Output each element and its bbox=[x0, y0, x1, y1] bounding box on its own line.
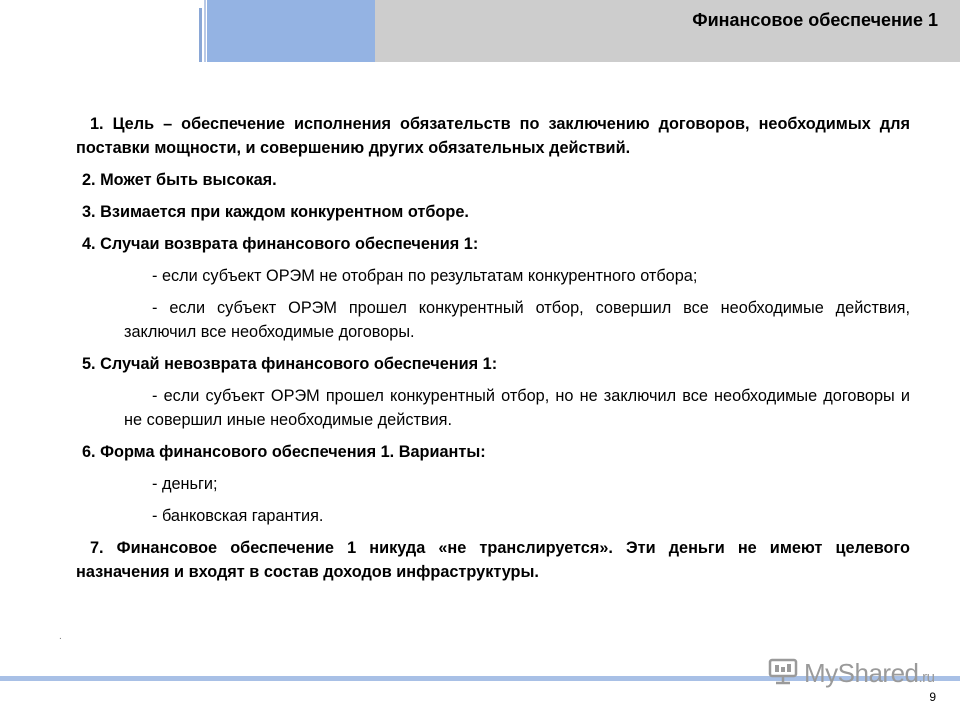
item-4-sub-2: - если субъект ОРЭМ прошел конкурентный отбор, совершил все необходимые действия, заключил все необходимые договоры. bbox=[124, 299, 910, 341]
slide-content bbox=[76, 112, 910, 584]
page-number: 9 bbox=[929, 690, 936, 704]
logo-text: MyShared.ru bbox=[804, 658, 935, 688]
header-accent-bar bbox=[199, 8, 202, 62]
item-5-sub-1: - если субъект ОРЭМ прошел конкурентный отбор, но не заключил все необходимые договоры и не совершил иные необходимые действия. bbox=[124, 387, 910, 429]
presentation-board-icon bbox=[768, 656, 798, 691]
item-6: 6. Форма финансового обеспечения 1. Варианты: bbox=[82, 443, 486, 461]
stray-dot: . bbox=[59, 631, 62, 642]
item-3: 3. Взимается при каждом конкурентном отборе. bbox=[82, 203, 469, 221]
item-6-sub-2: - банковская гарантия. bbox=[152, 507, 324, 525]
item-4: 4. Случаи возврата финансового обеспечения 1: bbox=[82, 235, 479, 253]
item-1: 1. Цель – обеспечение исполнения обязательств по заключению договоров, необходимых для поставки мощности, и совершению других обязательных действий. bbox=[76, 115, 910, 157]
item-2: 2. Может быть высокая. bbox=[82, 171, 277, 189]
slide-title: Финансовое обеспечение 1 bbox=[692, 10, 938, 30]
header-blue-block bbox=[207, 0, 375, 62]
item-4-sub-1: - если субъект ОРЭМ не отобран по результатам конкурентного отбора; bbox=[152, 267, 698, 285]
header-accent-bar-thin bbox=[204, 0, 206, 62]
header-left-blank bbox=[0, 0, 200, 62]
item-7: 7. Финансовое обеспечение 1 никуда «не транслируется». Эти деньги не имеют целевого назначения и входят в состав доходов инфраструктуры. bbox=[76, 539, 910, 581]
myshared-logo bbox=[768, 656, 935, 691]
item-6-sub-1: - деньги; bbox=[152, 475, 218, 493]
header-gray-band bbox=[375, 0, 960, 62]
item-5: 5. Случай невозврата финансового обеспечения 1: bbox=[82, 355, 498, 373]
